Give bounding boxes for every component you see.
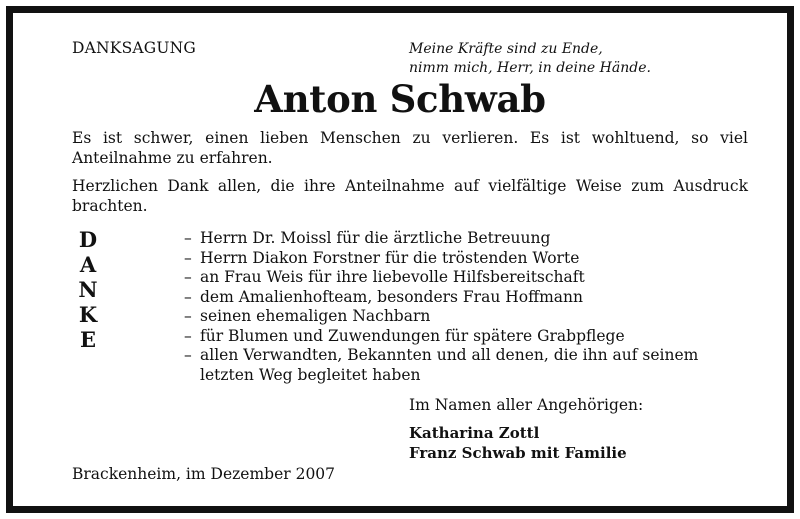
list-item xyxy=(184,288,698,308)
dash: – xyxy=(184,229,192,247)
list-item-text: dem Amalienhofteam, besonders Frau Hoffmann xyxy=(200,287,583,306)
list-item xyxy=(184,307,698,327)
notice-frame xyxy=(6,6,794,513)
danke-letter: A xyxy=(79,252,97,277)
signoff-line: Im Namen aller Angehörigen: xyxy=(409,396,644,414)
danke-letter: K xyxy=(78,302,98,327)
dash: – xyxy=(184,326,192,345)
dash: – xyxy=(184,287,192,306)
list-item-text: seinen ehemaligen Nachbarn xyxy=(200,307,431,325)
list-item xyxy=(184,327,698,347)
list-item xyxy=(184,229,698,249)
intro-paragraph-2: Herzlichen Dank allen, die ihre Anteilnahme auf vielfältige Weise zum Ausdruck brachten. xyxy=(72,177,748,215)
danke-vertical-word xyxy=(73,227,103,352)
dash: – xyxy=(184,248,192,267)
motto-line-2: nimm mich, Herr, in deine Hände. xyxy=(409,60,651,76)
list-item xyxy=(184,249,698,269)
place-date: Brackenheim, im Dezember 2007 xyxy=(72,465,336,483)
signers xyxy=(409,423,627,463)
danke-letter: N xyxy=(78,277,98,302)
motto-line-1: Meine Kräfte sind zu Ende, xyxy=(409,41,603,57)
list-item xyxy=(184,346,698,385)
danke-letter: D xyxy=(78,227,98,252)
dash: – xyxy=(184,307,192,325)
list-item xyxy=(184,268,698,288)
list-item-text: für Blumen und Zuwendungen für spätere Grabpflege xyxy=(200,326,625,345)
list-item-text: an Frau Weis für ihre liebevolle Hilfsbereitschaft xyxy=(200,268,585,286)
list-item-text: Herrn Dr. Moissl für die ärztliche Betreuung xyxy=(200,229,551,247)
danke-letter: E xyxy=(79,327,96,352)
motto xyxy=(409,40,651,78)
intro-paragraph-1: Es ist schwer, einen lieben Menschen zu verlieren. Es ist wohltuend, so viel Anteilnahme zu erfahren. xyxy=(72,129,748,167)
thanks-list xyxy=(184,229,698,385)
list-item-text: Herrn Diakon Forstner für die tröstenden Worte xyxy=(200,248,580,267)
signer-name: Katharina Zottl xyxy=(409,424,540,442)
deceased-name: Anton Schwab xyxy=(254,77,546,121)
signer-name: Franz Schwab mit Familie xyxy=(409,444,627,462)
dash: – xyxy=(184,268,192,286)
list-item-continuation: letzten Weg begleitet haben xyxy=(200,365,421,384)
dash: – xyxy=(184,346,192,364)
notice-heading: DANKSAGUNG xyxy=(72,39,196,57)
list-item-text: allen Verwandten, Bekannten und all denen, die ihn auf seinem xyxy=(200,346,699,364)
